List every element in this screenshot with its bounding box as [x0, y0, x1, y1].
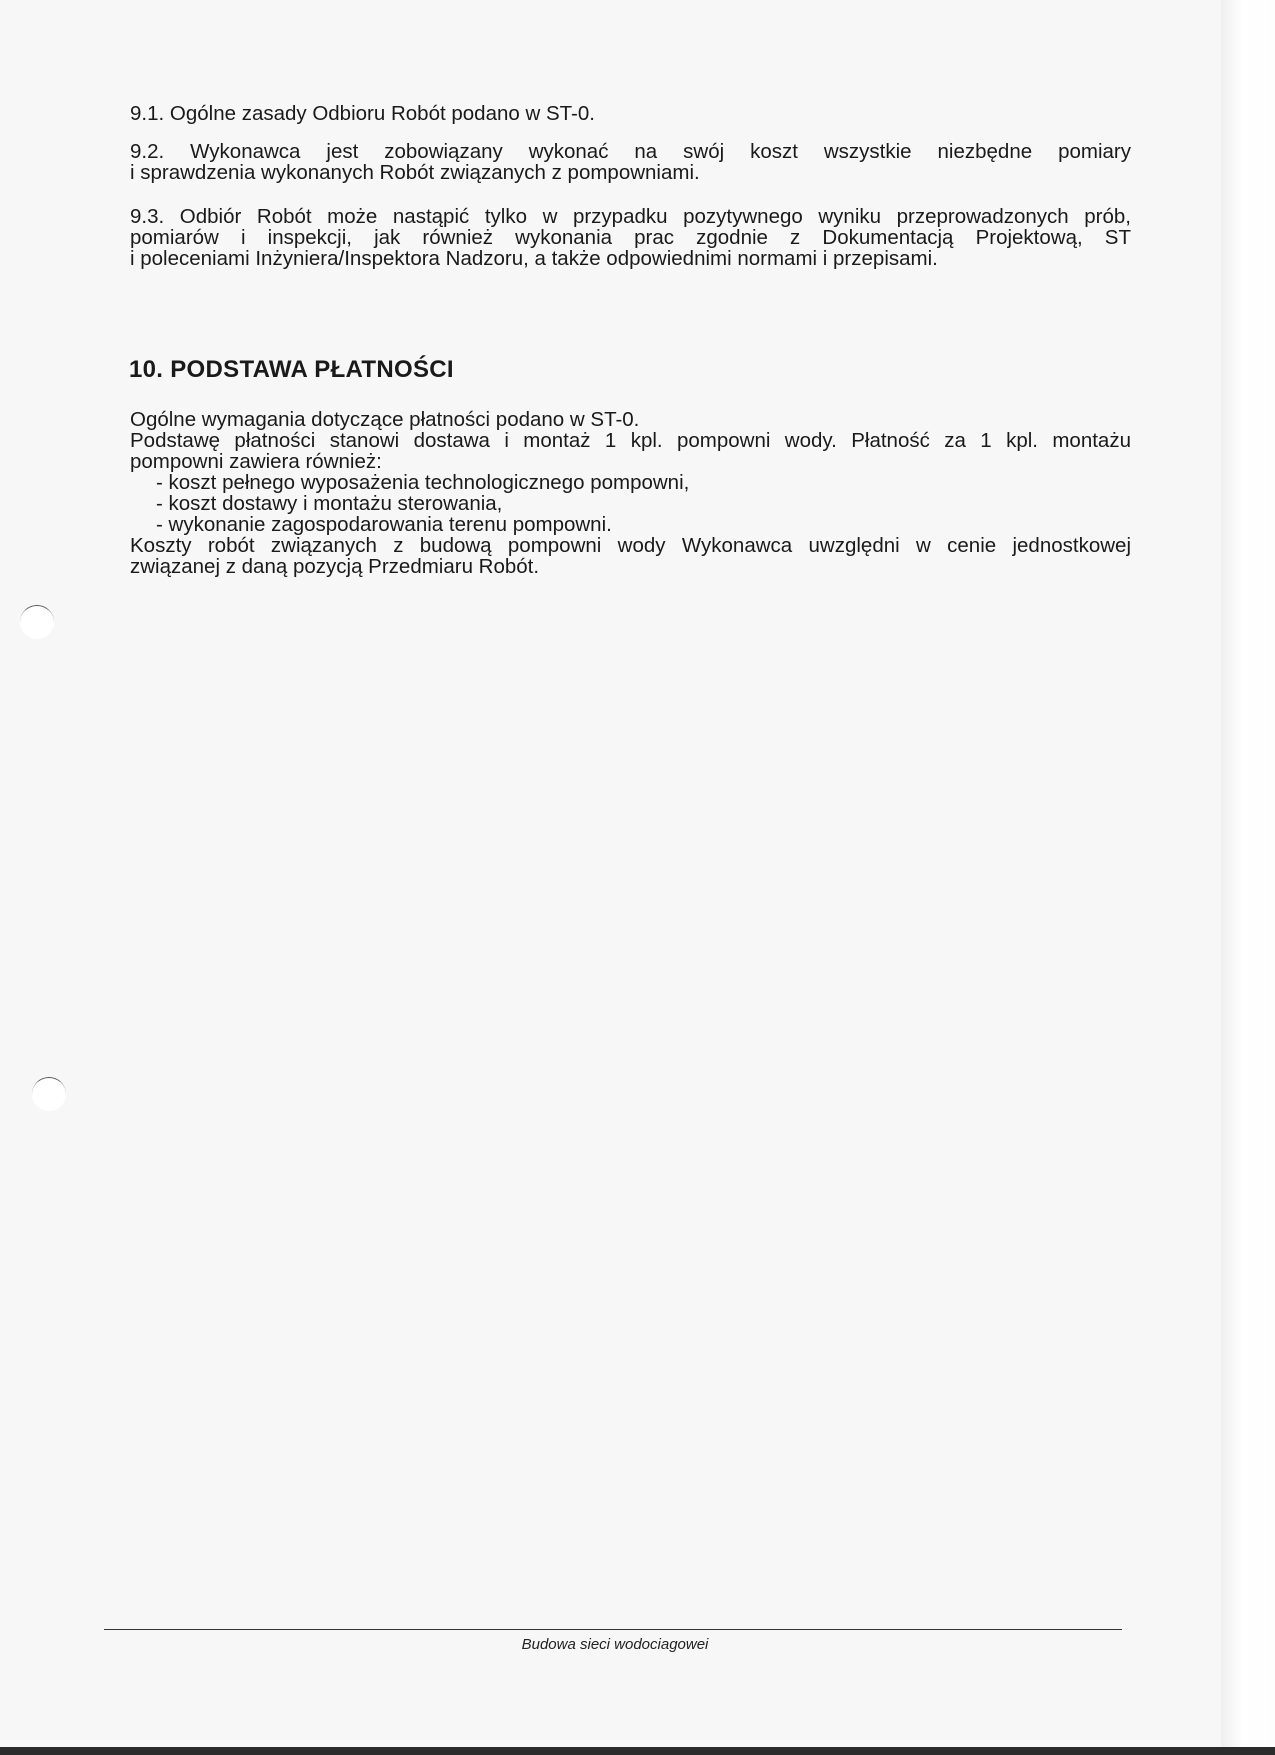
bullet-item: - koszt pełnego wyposażenia technologicznego pompowni,	[156, 471, 690, 494]
paragraph-line: i poleceniami Inżyniera/Inspektora Nadzoru, a także odpowiednimi normami i przepisami.	[130, 247, 938, 270]
bullet-item: - koszt dostawy i montażu sterowania,	[156, 492, 503, 515]
paragraph-9-1	[130, 103, 1131, 124]
paragraph-line: pomiarów i inspekcji, jak również wykonania prac zgodnie z Dokumentacją Projektową, ST	[130, 226, 1131, 249]
paragraph-line: pompowni zawiera również:	[130, 450, 382, 473]
section-10-heading: 10. PODSTAWA PŁATNOŚCI	[129, 356, 454, 383]
paragraph-line: Koszty robót związanych z budową pompowni wody Wykonawca uwzględni w cenie jednostkowej	[130, 534, 1131, 557]
paragraph-9-2	[130, 141, 1131, 183]
bullet-item: - wykonanie zagospodarowania terenu pompowni.	[156, 513, 612, 536]
paragraph-line: 9.3. Odbiór Robót może nastąpić tylko w przypadku pozytywnego wyniku przeprowadzonych prób,	[130, 205, 1131, 228]
paragraph-9-3	[130, 206, 1131, 269]
paragraph-line: 9.1. Ogólne zasady Odbioru Robót podano w ST-0.	[130, 102, 595, 125]
paragraph-line: 9.2. Wykonawca jest zobowiązany wykonać na swój koszt wszystkie niezbędne pomiary	[130, 140, 1131, 163]
footer-rule	[104, 1629, 1122, 1630]
punch-hole-top	[20, 605, 54, 639]
paragraph-line: Ogólne wymagania dotyczące płatności podano w ST-0.	[130, 408, 640, 431]
scan-edge	[1221, 0, 1275, 1755]
footer-text: Budowa sieci wodociagowei	[521, 1636, 709, 1653]
paragraph-line: i sprawdzenia wykonanych Robót związanych z pompowniami.	[130, 161, 700, 184]
scan-bottom-strip	[0, 1747, 1275, 1755]
paragraph-line: Podstawę płatności stanowi dostawa i montaż 1 kpl. pompowni wody. Płatność za 1 kpl. montażu	[130, 429, 1131, 452]
section-10-body	[130, 409, 1131, 577]
paragraph-line: związanej z daną pozycją Przedmiaru Robót.	[130, 555, 540, 578]
punch-hole-bottom	[32, 1077, 66, 1111]
